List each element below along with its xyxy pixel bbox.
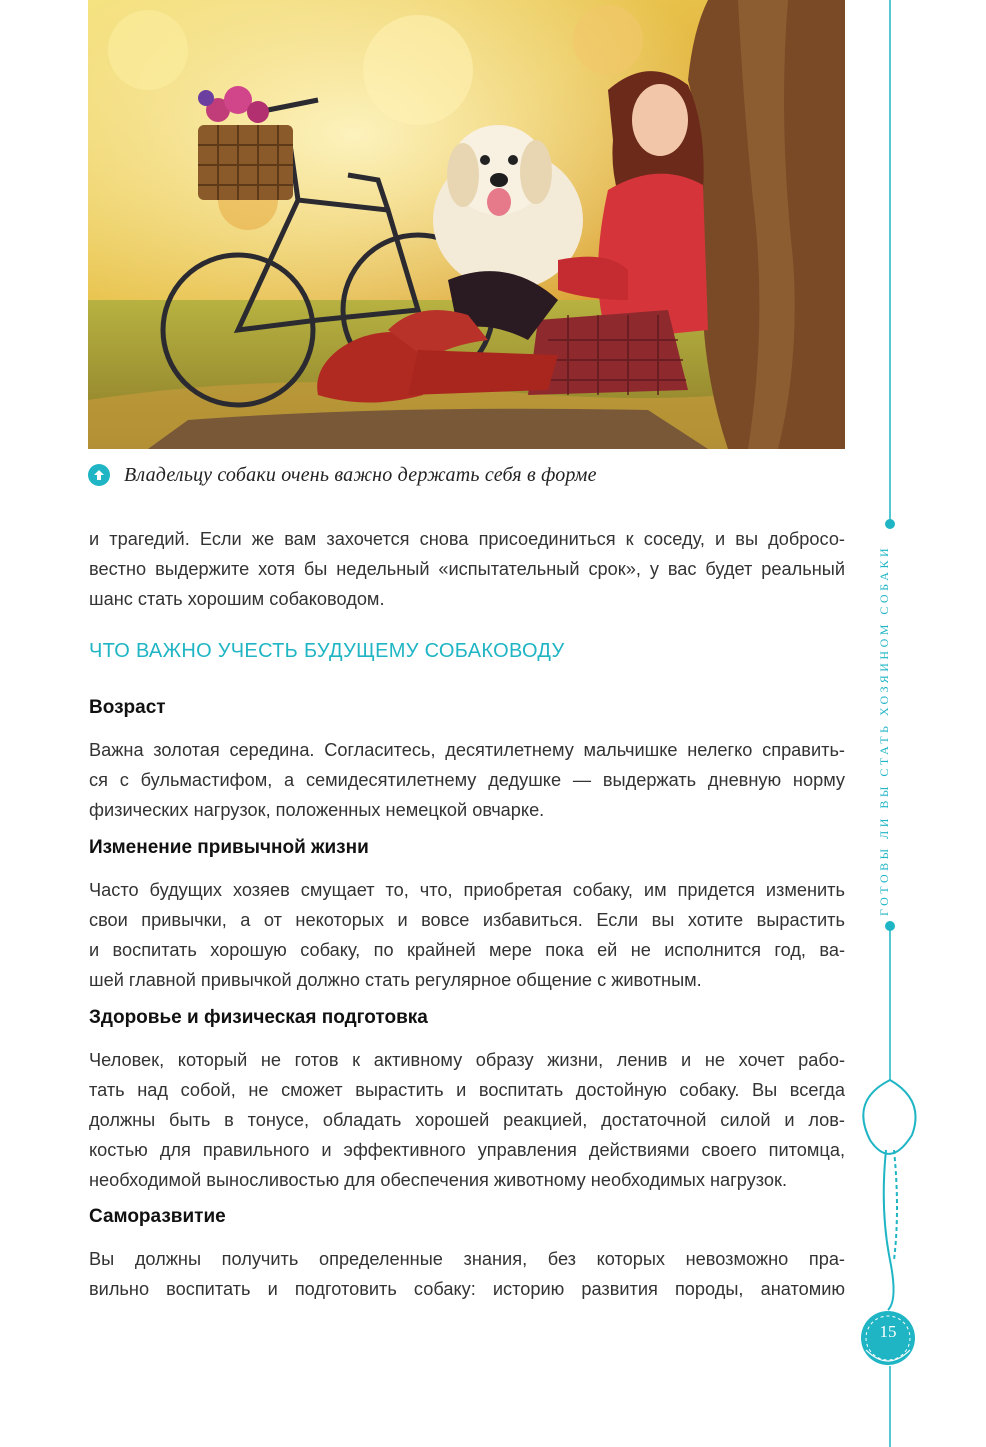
health-paragraph xyxy=(89,1045,845,1195)
subhead-age: Возраст xyxy=(89,697,166,718)
self-development-paragraph xyxy=(89,1244,845,1304)
arrow-up-icon xyxy=(88,464,110,486)
paragraph-line: Вы должны получить определенные знания, без которых невозможно пра- xyxy=(89,1249,845,1269)
subhead-self-development: Саморазвитие xyxy=(89,1206,226,1227)
side-running-title: ГОТОВЫ ЛИ ВЫ СТАТЬ ХОЗЯИНОМ СОБАКИ xyxy=(877,544,891,916)
intro-line: шанс стать хорошим собаководом. xyxy=(89,589,385,609)
intro-line: и трагедий. Если же вам захочется снова присоединиться к соседу, и вы добросо- xyxy=(89,529,845,549)
photo-woman-dog-bicycle xyxy=(88,0,845,449)
paragraph-line: Важна золотая середина. Согласитесь, десятилетнему мальчишке нелегко справить- xyxy=(89,740,845,760)
paragraph-line: свои привычки, а от некоторых и вовсе избавиться. Если вы хотите вырастить xyxy=(89,910,845,930)
subhead-lifestyle: Изменение привычной жизни xyxy=(89,837,369,858)
photo-caption xyxy=(88,460,848,490)
paragraph-line: тать над собой, не сможет вырастить и воспитать достойную собаку. Вы всегда xyxy=(89,1080,845,1100)
page-number: 15 xyxy=(879,1322,897,1341)
paragraph-line: и воспитать хорошую собаку, по крайней мере пока ей не исполнится год, ва- xyxy=(89,940,845,960)
intro-paragraph xyxy=(89,524,845,614)
paragraph-line: Человек, который не готов к активному образу жизни, ленив и не хочет рабо- xyxy=(89,1050,845,1070)
paragraph-line: должны быть в тонусе, обладать хорошей реакцией, достаточной силой и лов- xyxy=(89,1110,845,1130)
photo-illustration xyxy=(88,0,845,449)
intro-line: вестно выдержите хотя бы недельный «испытательный срок», у вас будет реальный xyxy=(89,559,845,579)
section-title: ЧТО ВАЖНО УЧЕСТЬ БУДУЩЕМУ СОБАКОВОДУ xyxy=(89,640,565,662)
caption-text: Владельцу собаки очень важно держать себя в форме xyxy=(124,463,597,486)
lifestyle-paragraph xyxy=(89,875,845,995)
paragraph-line: вильно воспитать и подготовить собаку: историю развития породы, анатомию xyxy=(89,1279,845,1299)
paragraph-line: шей главной привычкой должно стать регулярное общение с животным. xyxy=(89,970,702,990)
age-paragraph xyxy=(89,735,845,825)
subhead-health: Здоровье и физическая подготовка xyxy=(89,1007,428,1028)
paragraph-line: ся с бульмастифом, а семидесятилетнему дедушке — выдержать дневную норму xyxy=(89,770,845,790)
paragraph-line: костью для правильного и эффективного управления действиями своего питомца, xyxy=(89,1140,845,1160)
paragraph-line: физических нагрузок, положенных немецкой овчарке. xyxy=(89,800,545,820)
paragraph-line: необходимой выносливостью для обеспечения животному необходимых нагрузок. xyxy=(89,1170,788,1190)
paragraph-line: Часто будущих хозяев смущает то, что, приобретая собаку, им придется изменить xyxy=(89,880,845,900)
